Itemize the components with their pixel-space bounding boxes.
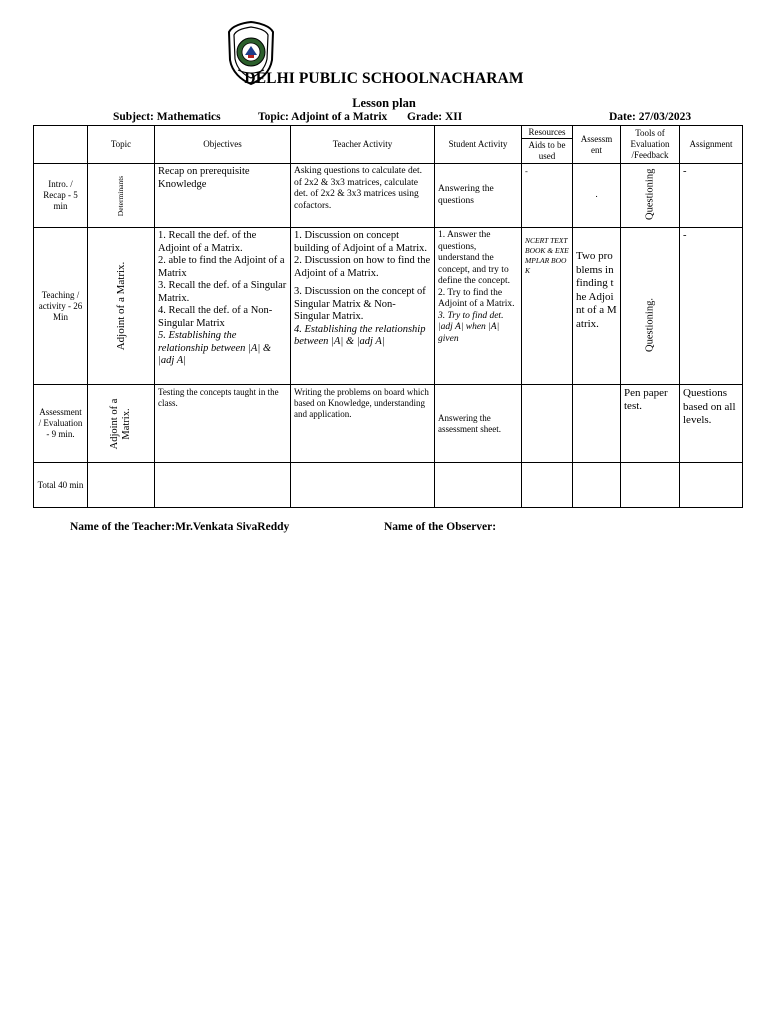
- intro-tools: Questioning: [644, 168, 656, 220]
- teaching-resources: NCERT TEXTBOOK & EXEMPLAR BOOK: [522, 228, 573, 385]
- student-step-3: 3. Try to find det. |adj A| when |A| given: [438, 310, 504, 344]
- intro-assignment: -: [680, 164, 743, 228]
- observer-name: Name of the Observer:: [384, 521, 497, 533]
- lesson-plan-table: [33, 125, 743, 508]
- total-empty-5: [522, 463, 573, 508]
- school-name: DELHI PUBLIC SCHOOLNACHARAM: [244, 70, 524, 87]
- teaching-topic: Adjoint of a Matrix.: [114, 261, 127, 351]
- teaching-topic-cell: [88, 228, 155, 385]
- total-row: [34, 463, 743, 508]
- header-objectives: Objectives: [155, 126, 291, 164]
- topic-label: Topic: Adjoint of a Matrix: [258, 111, 388, 123]
- total-empty-3: [291, 463, 435, 508]
- header-topic: Topic: [88, 126, 155, 164]
- assessment-student-activity: Answering the assessment sheet.: [435, 385, 522, 463]
- intro-resources: -: [522, 164, 573, 228]
- subject-label: Subject: Mathematics: [113, 111, 221, 123]
- header-student-activity: Student Activity: [435, 126, 522, 164]
- intro-row: [34, 164, 743, 228]
- grade-label: Grade: XII: [407, 111, 463, 123]
- date-label: Date: 27/03/2023: [609, 111, 692, 123]
- assessment-assignment: Questions based on all levels.: [680, 385, 743, 463]
- teaching-objectives: [155, 228, 291, 385]
- assessment-objectives: Testing the concepts taught in the class.: [155, 385, 291, 463]
- assessment-assessment: [573, 385, 621, 463]
- teaching-teacher-activity: [291, 228, 435, 385]
- header-row: [34, 126, 743, 164]
- intro-teacher-activity: Asking questions to calculate det. of 2x2 & 3x3 matrices, calculate det. of 2x2 & 3x3 matrices using cofactors.: [291, 164, 435, 228]
- teaching-assessment: Two problems in finding the Adjoint of a Matrix.: [573, 228, 621, 385]
- assessment-row: [34, 385, 743, 463]
- intro-topic: Determinants: [115, 175, 125, 216]
- total-empty-4: [435, 463, 522, 508]
- assessment-topic: Adjoint of a Matrix.: [109, 398, 132, 449]
- intro-tools-cell: [621, 164, 680, 228]
- total-empty-7: [621, 463, 680, 508]
- page-title: Lesson plan: [352, 96, 416, 110]
- teaching-assignment: -: [680, 228, 743, 385]
- total-empty-8: [680, 463, 743, 508]
- header-blank: [34, 126, 88, 164]
- objective-3: 3. Recall the def. of a Singular Matrix.: [158, 280, 287, 304]
- teaching-student-activity: [435, 228, 522, 385]
- header-resources: [522, 126, 573, 164]
- student-step-1: 1. Answer the questions, understand the concept, and try to define the concept.: [438, 230, 511, 286]
- teaching-tools: Questioning.: [644, 297, 656, 352]
- objective-2: 2. able to find the Adjoint of a Matrix: [158, 255, 285, 279]
- teacher-name: Name of the Teacher:Mr.Venkata SivaReddy: [70, 521, 290, 533]
- header-resources-label: Resources: [528, 127, 566, 137]
- teacher-step-1: 1. Discussion on concept building of Adjoint of a Matrix.: [294, 230, 427, 254]
- objective-1: 1. Recall the def. of the Adjoint of a Matrix.: [158, 230, 257, 254]
- intro-objectives: Recap on prerequisite Knowledge: [155, 164, 291, 228]
- assessment-resources: [522, 385, 573, 463]
- teaching-tools-cell: [621, 228, 680, 385]
- assessment-tools: Pen paper test.: [621, 385, 680, 463]
- total-label: Total 40 min: [34, 463, 88, 508]
- teacher-step-4: 4. Establishing the relationship between |A| & |adj A|: [294, 323, 426, 347]
- intro-assessment: .: [573, 164, 621, 228]
- teacher-step-2: 2. Discussion on how to find the Adjoint of a Matrix.: [294, 255, 431, 279]
- intro-student-activity: Answering the questions: [435, 164, 522, 228]
- teacher-step-3: 3. Discussion on the concept of Singular Matrix & Non-Singular Matrix.: [294, 286, 426, 322]
- header-tools: Tools of Evaluation /Feedback: [621, 126, 680, 164]
- total-empty-2: [155, 463, 291, 508]
- header-assessment: Assessm ent: [573, 126, 621, 164]
- header-aids-label: Aids to be used: [522, 138, 572, 162]
- intro-label: Intro. / Recap - 5 min: [34, 164, 88, 228]
- total-empty-1: [88, 463, 155, 508]
- objective-4: 4. Recall the def. of a Non-Singular Matrix: [158, 305, 273, 329]
- teaching-row: [34, 228, 743, 385]
- student-step-2: 2. Try to find the Adjoint of a Matrix.: [438, 287, 515, 309]
- assessment-label: Assessment / Evaluation - 9 min.: [34, 385, 88, 463]
- intro-topic-cell: [88, 164, 155, 228]
- assessment-teacher-activity: Writing the problems on board which based on Knowledge, understanding and application.: [291, 385, 435, 463]
- teaching-label: Teaching / activity - 26 Min: [34, 228, 88, 385]
- total-empty-6: [573, 463, 621, 508]
- objective-5: 5. Establishing the relationship between |A| & |adj A|: [158, 330, 271, 366]
- header-teacher-activity: Teacher Activity: [291, 126, 435, 164]
- header-assignment: Assignment: [680, 126, 743, 164]
- assessment-topic-cell: [88, 385, 155, 463]
